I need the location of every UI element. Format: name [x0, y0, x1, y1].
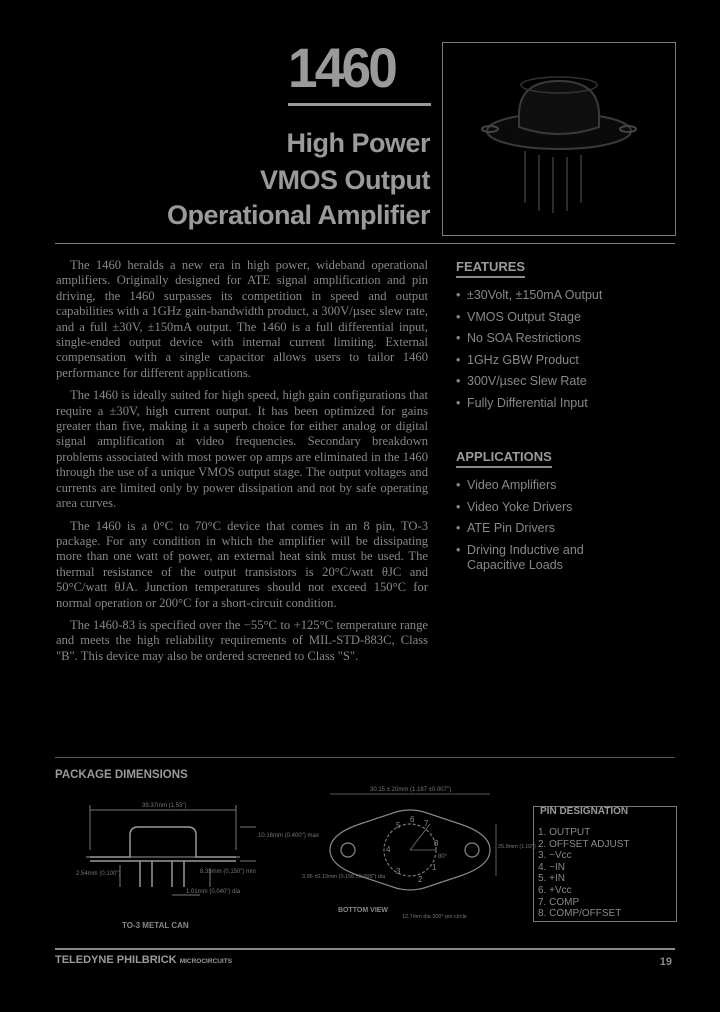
- dim-hole-span: 30.15 ±.20mm (1.187 ±0.007"): [370, 787, 452, 793]
- title-line-1: High Power: [286, 128, 430, 158]
- applications-heading: APPLICATIONS: [456, 449, 552, 468]
- top-rule: [55, 243, 675, 244]
- pin-label-1: 1: [432, 863, 437, 872]
- application-item: • Video Amplifiers: [456, 478, 606, 493]
- application-item: • Video Yoke Drivers: [456, 500, 606, 515]
- brand-name: TELEDYNE PHILBRICK: [55, 954, 177, 966]
- bottom-view-drawing: [300, 782, 536, 932]
- middle-rule: [55, 757, 675, 758]
- pin-item: 1. OUTPUT: [538, 827, 591, 838]
- features-list: [456, 288, 686, 418]
- pin-label-8: 8: [434, 839, 439, 848]
- feature-item: • Fully Differential Input: [456, 396, 686, 411]
- dim-angle: 80°: [438, 854, 448, 860]
- package-dimensions-heading: PACKAGE DIMENSIONS: [55, 769, 188, 781]
- applications-list: [456, 478, 606, 579]
- pin-label-3: 3: [396, 867, 401, 876]
- page-number: 19: [659, 956, 672, 968]
- application-item: • Driving Inductive and Capacitive Loads: [456, 543, 606, 573]
- can-caption: TO-3 METAL CAN: [122, 921, 189, 930]
- title-rule: [288, 103, 431, 106]
- dim-width: 39.37mm (1.55"): [142, 803, 187, 809]
- application-item: • ATE Pin Drivers: [456, 521, 606, 536]
- pin-item: 6. +Vcc: [538, 884, 572, 896]
- description-column: [56, 258, 428, 671]
- paragraph-1: The 1460 heralds a new era in high power, wideband operational amplifiers. Originally designed for ATE signal amplification and pin driving, the 1460 surpasses its competition in speed and output capabilities with a 1GHz gain-bandwidth product, a 300V/µsec slew rate, and a full ±30V, ±150mA output. The 1460 is a full differential input, single-ended output device with internal current limiting. External compensation with a single capacitor allows users to tailor 1460 performance for different applications.: [56, 258, 428, 380]
- pin-label-7: 7: [424, 819, 429, 828]
- feature-item: • VMOS Output Stage: [456, 310, 686, 325]
- feature-item: • 1GHz GBW Product: [456, 353, 686, 368]
- dim-mounting-hole: 3.96 ±0.13mm (0.156 ±0.005") dia: [302, 874, 386, 880]
- pin-designation-title: PIN DESIGNATION: [540, 806, 629, 817]
- part-number: 1460: [288, 36, 395, 99]
- pin-item: 4. −IN: [538, 861, 565, 873]
- dim-pin-diameter: 1.01mm (0.040") dia: [186, 889, 241, 895]
- pin-label-6: 6: [410, 815, 415, 824]
- footer-brand: [55, 954, 232, 966]
- to3-package-illustration: [443, 43, 675, 235]
- pin-label-2: 2: [418, 875, 423, 884]
- pin-item: 8. COMP/OFFSET: [538, 908, 622, 920]
- paragraph-3: The 1460 is a 0°C to 70°C device that comes in an 8 pin, TO-3 package. For any condition in which the amplifier will be dissipating more than one watt of power, an external heat sink must be used. The thermal resistance of the output transistors is 20°C/watt θJC and 50°C/watt θJA. Junction temperatures should not exceed 150°C for normal operation or 200°C for a short-circuit condition.: [56, 518, 428, 610]
- dim-lead-spacing: 2.54mm (0.100"): [76, 871, 121, 877]
- paragraph-2: The 1460 is ideally suited for high speed, high gain configurations that require a ±30V, high current output. It has been optimized for gains greater than five, making it a superb choice for either analog or digital signal amplification at video frequencies. Secondary breakdown problems associated with most power op amps are eliminated in the 1460 through the use of a unique VMOS output stage. The output voltages and currents are limited only by power dissipation and not by safe operating area curves.: [56, 388, 428, 511]
- product-photo: [442, 42, 676, 236]
- pin-item: 3. −Vcc: [538, 850, 572, 862]
- bottom-view-caption: BOTTOM VIEW: [338, 907, 389, 914]
- title-line-2: VMOS Output: [260, 165, 430, 195]
- pin-label-5: 5: [396, 821, 401, 830]
- pin-item: 2. OFFSET ADJUST: [538, 838, 630, 850]
- bottom-rule: [55, 948, 675, 950]
- paragraph-4: The 1460-83 is specified over the −55°C to +125°C temperature range and meets the high reliability requirements of MIL-STD-883C, Class "B". This device may also be ordered screened to Class "S".: [56, 617, 428, 663]
- dim-height: 10.16mm (0.400") max: [258, 833, 319, 839]
- dim-height-2: 25.9mm (1.02"): [498, 844, 536, 850]
- feature-item: • No SOA Restrictions: [456, 331, 686, 346]
- dim-pin-length: 8.35mm (0.150") min: [200, 869, 256, 875]
- pin-item: 7. COMP: [538, 896, 580, 908]
- feature-item: • ±30Volt, ±150mA Output: [456, 288, 686, 303]
- pin-label-4: 4: [386, 845, 391, 854]
- title-line-3: Operational Amplifier: [166, 200, 430, 230]
- side-view-drawing: [60, 795, 319, 935]
- pin-designation-list: [538, 827, 630, 920]
- brand-subtitle: MICROCIRCUITS: [179, 958, 233, 965]
- feature-item: • 300V/µsec Slew Rate: [456, 374, 686, 389]
- pin-item: 5. +IN: [538, 873, 565, 885]
- features-heading: FEATURES: [456, 259, 525, 278]
- dim-bolt-circle: 12.7mm dia 300° pin circle: [402, 914, 467, 920]
